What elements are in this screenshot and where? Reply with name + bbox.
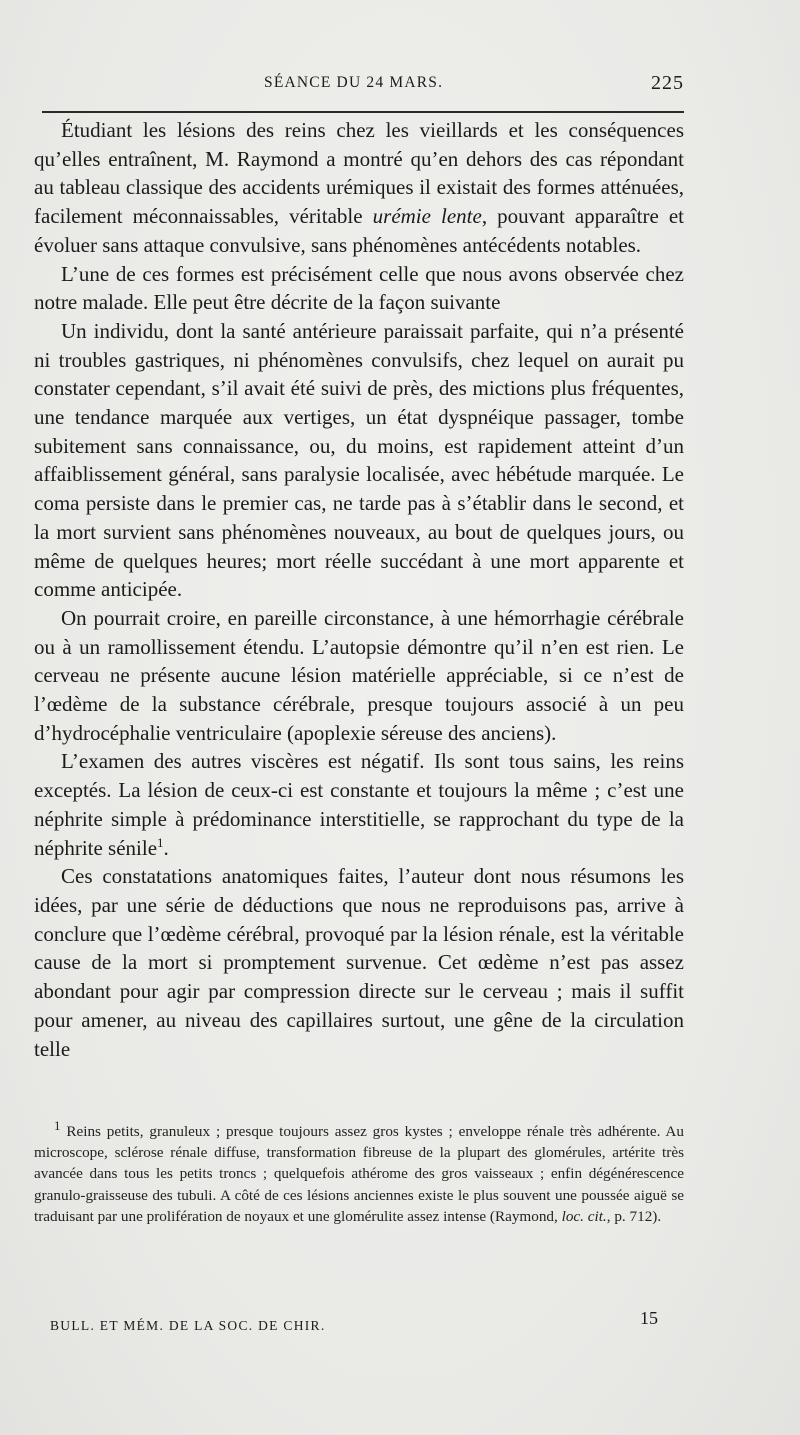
- signature-line: BULL. ET MÉM. DE LA SOC. DE CHIR.: [50, 1318, 326, 1333]
- paragraph-uremie: [34, 116, 684, 260]
- footnote-text: , p. 712).: [606, 1207, 662, 1225]
- paragraph-text: , pouvant apparaître et évoluer sans attaque convulsive, sans phénomènes antécédents notables.: [34, 204, 685, 257]
- footnote-text: Reins petits, granuleux ; presque toujours assez gros kystes ; enveloppe rénale très adhérente. Au microscope, sclérose rénale diffuse, transformation fibreuse de la plupart des glomérules, artérite très avancée dans tous les petits troncs ; quelquefois athérome des gros vaisseaux ; enfin dégénérescence granulo-graisseuse des tubuli. A côté de ces lésions anciennes existe le plus souvent une poussée aiguë se traduisant par une prolifération de noyaux et une glomérulite assez intense (Raymond,: [34, 1123, 684, 1225]
- paragraph-formes: L’une de ces formes est précisément celle que nous avons observée chez notre malade. Elle peut être décrite de la façon suivante: [34, 261, 684, 315]
- header-rule: [42, 111, 684, 113]
- paragraph-text: Étudiant les lésions des reins chez les vieillards et les conséquences qu’elles entraînent, M. Raymond a montré qu’en dehors des cas répondant au tableau classique des accidents urémiques il existait des formes atténuées, facilement méconnaissables, véritable: [34, 118, 684, 229]
- paragraph-examen: [34, 747, 684, 862]
- running-head: SÉANCE DU 24 MARS.: [264, 74, 444, 91]
- footnote: [34, 1117, 684, 1227]
- paragraph-text: L’examen des autres viscères est négatif. Ils sont tous sains, les reins exceptés. La lésion de ceux-ci est constante et toujours la même ; c’est une néphrite simple à prédominance interstitielle, se rapprochant du type de la néphrite sénile: [34, 749, 684, 860]
- italic-term: urémie lente: [372, 204, 482, 229]
- page-header: [34, 74, 684, 96]
- signature-number: 15: [640, 1308, 658, 1328]
- footnote-reference: 1: [157, 834, 164, 850]
- page-number: 225: [651, 72, 684, 94]
- paragraph-hemorrhagie: On pourrait croire, en pareille circonstance, à une hémorrhagie cérébrale ou à un ramollissement étendu. L’autopsie démontre qu’il n’en est rien. Le cerveau ne présente aucune lésion matérielle appréciable, si ce n’est de l’œdème de la substance cérébrale, presque toujours associé à un peu d’hydrocéphalie ventriculaire (apoplexie séreuse des anciens).: [34, 605, 684, 745]
- footnote-marker: 1: [54, 1117, 61, 1133]
- footnote-citation: loc. cit.: [561, 1207, 607, 1225]
- paragraph-text: .: [163, 835, 169, 860]
- paragraph-constatations: Ces constatations anatomiques faites, l’auteur dont nous résumons les idées, par une série de déductions que nous ne reproduisons pas, arrive à conclure que l’œdème cérébral, provoqué par la lésion rénale, est la véritable cause de la mort si promptement survenue. Cet œdème n’est pas assez abondant pour agir par compression directe sur le cerveau ; mais il suffit pour amener, au niveau des capillaires surtout, une gêne de la circulation telle: [34, 864, 684, 1061]
- body-text: [34, 116, 684, 1063]
- paragraph-individu: Un individu, dont la santé antérieure paraissait parfaite, qui n’a présenté ni troubles gastriques, ni phénomènes convulsifs, chez lequel on aurait pu constater cependant, s’il avait été suivi de près, des mictions plus fréquentes, une tendance marquée aux vertiges, un état dyspnéique passager, tombe subitement sans connaissance, ou, du moins, est rapidement atteint d’un affaiblissement général, sans paralysie localisée, avec hébétude marquée. Le coma persiste dans le premier cas, ne tarde pas à s’établir dans le second, et la mort survient sans phénomènes nouveaux, au bout de quelques jours, ou même de quelques heures; mort réelle succédant à une mort apparente et comme anticipée.: [34, 318, 684, 602]
